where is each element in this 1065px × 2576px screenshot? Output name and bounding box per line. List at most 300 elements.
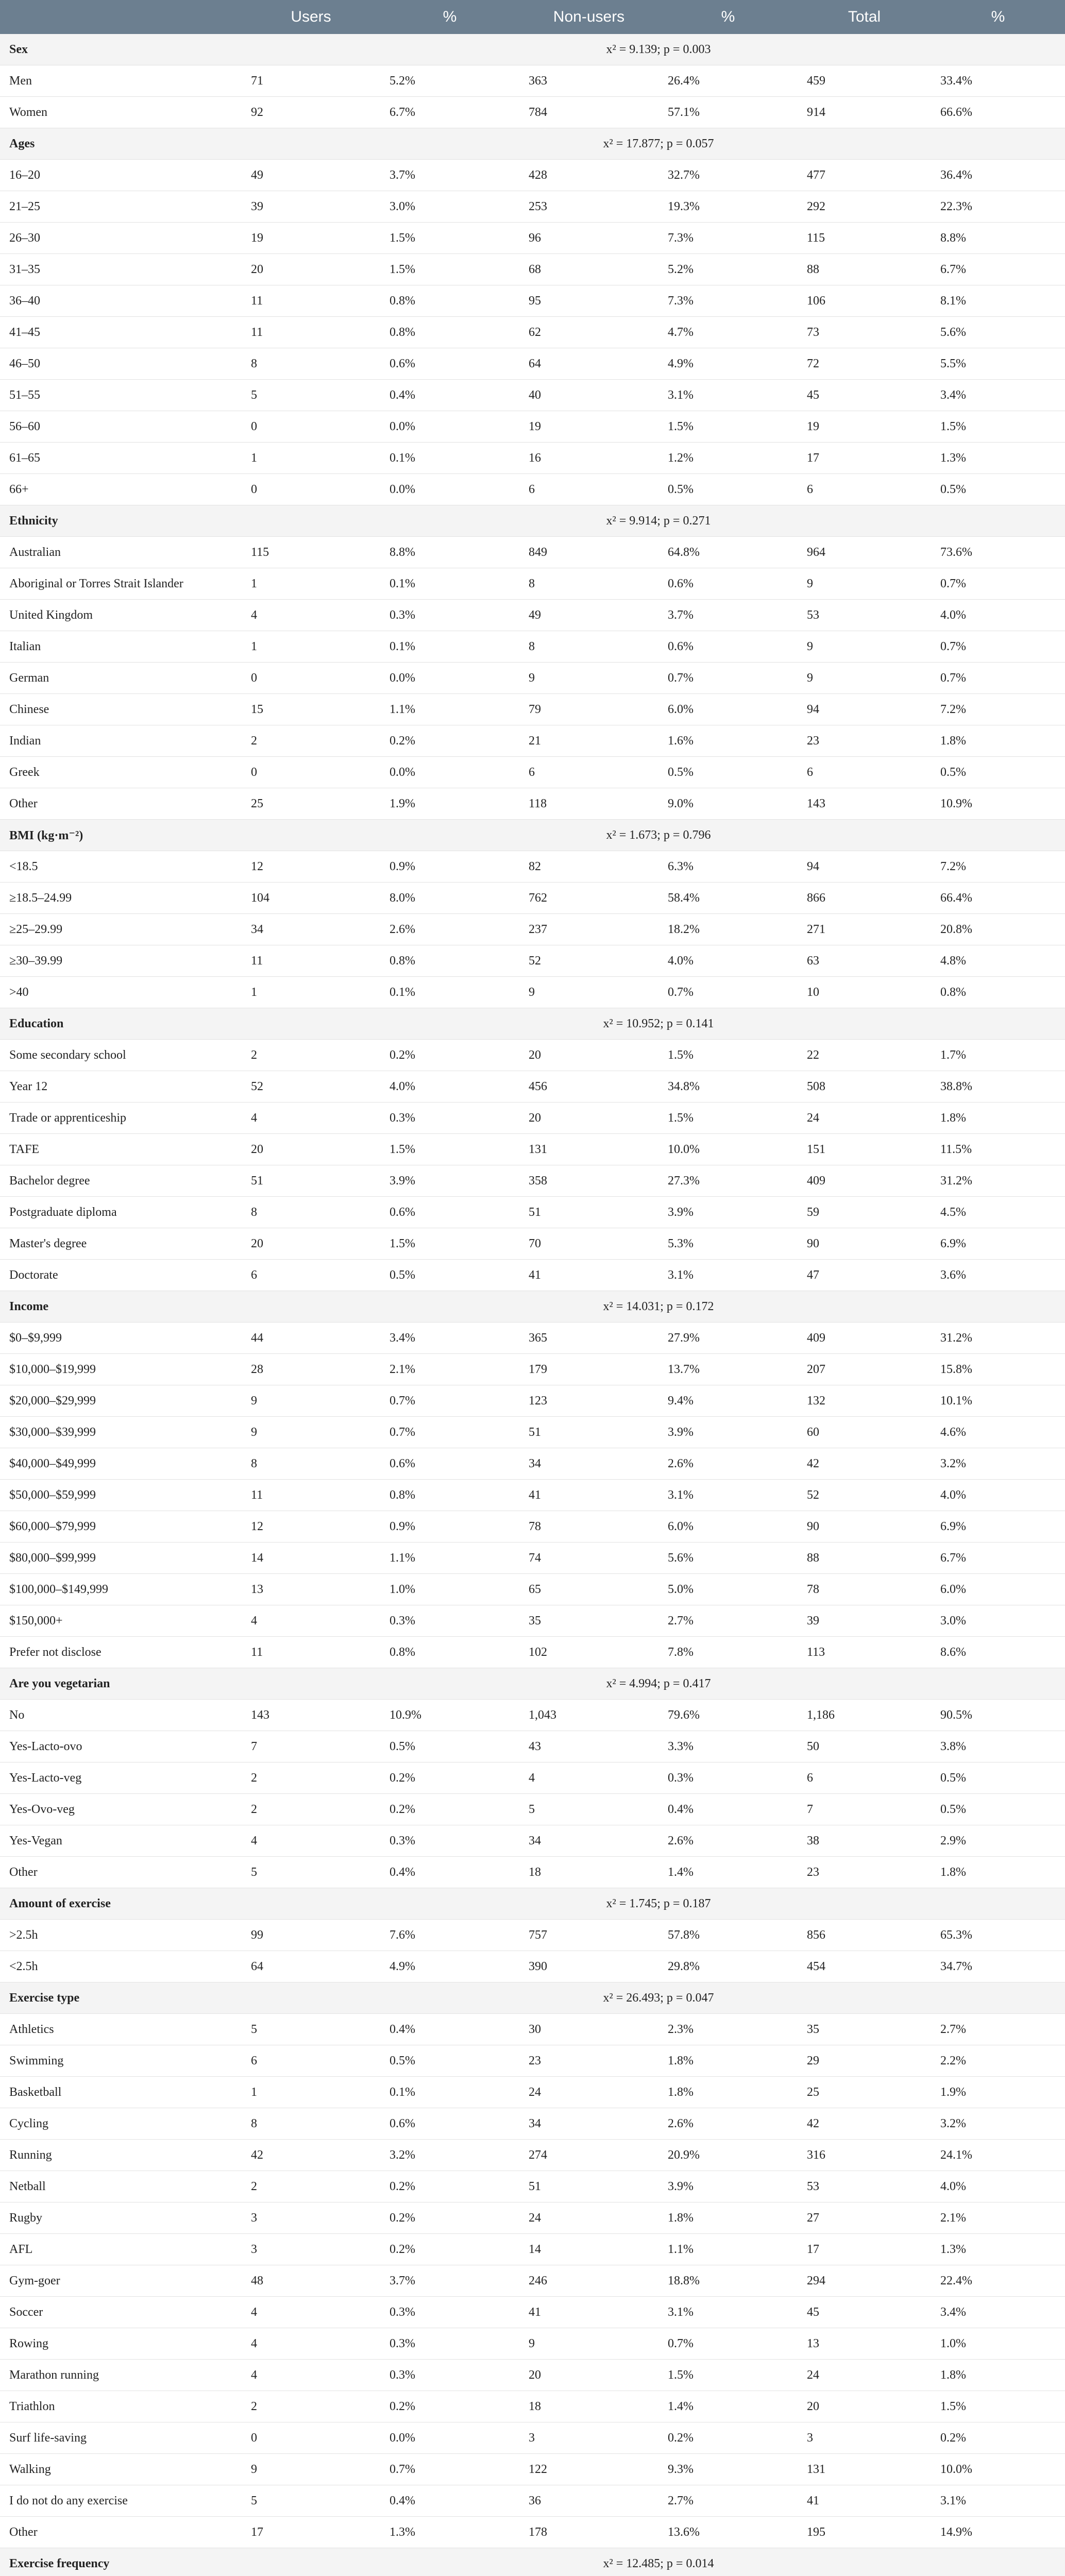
total-count: 131 bbox=[798, 2454, 931, 2485]
header-total: Total bbox=[798, 0, 931, 34]
non-users-count: 358 bbox=[519, 1165, 658, 1197]
non-users-count: 4 bbox=[519, 1762, 658, 1794]
table-row bbox=[0, 2328, 1065, 2360]
total-count: 25 bbox=[798, 2077, 931, 2108]
non-users-pct: 10.0% bbox=[658, 1134, 798, 1165]
non-users-pct: 9.0% bbox=[658, 788, 798, 820]
row-label: Surf life-saving bbox=[0, 2422, 242, 2454]
section-spacer bbox=[798, 1982, 1065, 2014]
non-users-count: 178 bbox=[519, 2517, 658, 2548]
total-pct: 66.4% bbox=[931, 883, 1065, 914]
total-count: 22 bbox=[798, 1040, 931, 1071]
table-row bbox=[0, 65, 1065, 97]
total-pct: 1.7% bbox=[931, 1040, 1065, 1071]
non-users-pct: 4.7% bbox=[658, 317, 798, 348]
non-users-pct: 1.8% bbox=[658, 2045, 798, 2077]
table-row bbox=[0, 1385, 1065, 1417]
row-label: $50,000–$59,999 bbox=[0, 1480, 242, 1511]
non-users-pct: 6.0% bbox=[658, 1511, 798, 1543]
non-users-count: 6 bbox=[519, 757, 658, 788]
total-count: 115 bbox=[798, 223, 931, 254]
total-pct: 8.8% bbox=[931, 223, 1065, 254]
section-title: Ethnicity bbox=[0, 505, 519, 537]
total-count: 24 bbox=[798, 1103, 931, 1134]
total-pct: 0.5% bbox=[931, 1762, 1065, 1794]
section-statistic: x² = 26.493; p = 0.047 bbox=[519, 1982, 798, 2014]
users-count: 92 bbox=[242, 97, 380, 128]
total-count: 3 bbox=[798, 2422, 931, 2454]
users-count: 5 bbox=[242, 1857, 380, 1888]
users-count: 28 bbox=[242, 1354, 380, 1385]
total-pct: 1.8% bbox=[931, 2360, 1065, 2391]
users-pct: 0.4% bbox=[380, 2014, 519, 2045]
row-label: No bbox=[0, 1700, 242, 1731]
users-count: 2 bbox=[242, 1794, 380, 1825]
total-pct: 3.6% bbox=[931, 1260, 1065, 1291]
non-users-pct: 79.6% bbox=[658, 1700, 798, 1731]
total-count: 866 bbox=[798, 883, 931, 914]
row-label: $150,000+ bbox=[0, 1605, 242, 1637]
table-row bbox=[0, 2454, 1065, 2485]
table-row bbox=[0, 631, 1065, 663]
total-count: 38 bbox=[798, 1825, 931, 1857]
table-row bbox=[0, 1040, 1065, 1071]
users-pct: 3.7% bbox=[380, 2265, 519, 2297]
total-count: 52 bbox=[798, 1480, 931, 1511]
table-row bbox=[0, 2265, 1065, 2297]
total-pct: 3.2% bbox=[931, 1448, 1065, 1480]
non-users-count: 118 bbox=[519, 788, 658, 820]
non-users-pct: 1.2% bbox=[658, 443, 798, 474]
total-pct: 3.4% bbox=[931, 2297, 1065, 2328]
row-label: German bbox=[0, 663, 242, 694]
row-label: Gym-goer bbox=[0, 2265, 242, 2297]
section-header-row bbox=[0, 2548, 1065, 2576]
table-row bbox=[0, 97, 1065, 128]
row-label: 16–20 bbox=[0, 160, 242, 191]
total-count: 17 bbox=[798, 2234, 931, 2265]
table-row bbox=[0, 191, 1065, 223]
row-label: Yes-Ovo-veg bbox=[0, 1794, 242, 1825]
users-count: 25 bbox=[242, 788, 380, 820]
table-row bbox=[0, 1574, 1065, 1605]
users-pct: 0.3% bbox=[380, 1825, 519, 1857]
total-count: 53 bbox=[798, 600, 931, 631]
total-count: 53 bbox=[798, 2171, 931, 2202]
users-pct: 0.3% bbox=[380, 2328, 519, 2360]
section-header-row bbox=[0, 1668, 1065, 1700]
header-non-users: Non-users bbox=[519, 0, 658, 34]
users-count: 8 bbox=[242, 348, 380, 380]
row-label: ≥25–29.99 bbox=[0, 914, 242, 945]
non-users-pct: 7.3% bbox=[658, 223, 798, 254]
users-count: 71 bbox=[242, 65, 380, 97]
total-count: 9 bbox=[798, 663, 931, 694]
users-count: 13 bbox=[242, 1574, 380, 1605]
table-row bbox=[0, 317, 1065, 348]
table-row bbox=[0, 2014, 1065, 2045]
table-row bbox=[0, 2360, 1065, 2391]
table-row bbox=[0, 788, 1065, 820]
non-users-count: 96 bbox=[519, 223, 658, 254]
row-label: Australian bbox=[0, 537, 242, 568]
table-row bbox=[0, 694, 1065, 725]
total-pct: 31.2% bbox=[931, 1165, 1065, 1197]
non-users-count: 40 bbox=[519, 380, 658, 411]
row-label: Yes-Vegan bbox=[0, 1825, 242, 1857]
table-row bbox=[0, 2045, 1065, 2077]
users-pct: 0.9% bbox=[380, 851, 519, 883]
total-count: 20 bbox=[798, 2391, 931, 2422]
users-pct: 0.1% bbox=[380, 443, 519, 474]
row-label: >2.5h bbox=[0, 1920, 242, 1951]
non-users-count: 237 bbox=[519, 914, 658, 945]
users-pct: 0.7% bbox=[380, 1385, 519, 1417]
total-count: 72 bbox=[798, 348, 931, 380]
users-count: 8 bbox=[242, 1197, 380, 1228]
non-users-count: 51 bbox=[519, 2171, 658, 2202]
section-header-row bbox=[0, 1008, 1065, 1040]
non-users-pct: 3.1% bbox=[658, 2297, 798, 2328]
non-users-pct: 18.8% bbox=[658, 2265, 798, 2297]
row-label: Basketball bbox=[0, 2077, 242, 2108]
row-label: Yes-Lacto-veg bbox=[0, 1762, 242, 1794]
section-statistic: x² = 1.745; p = 0.187 bbox=[519, 1888, 798, 1920]
users-count: 14 bbox=[242, 1543, 380, 1574]
users-count: 0 bbox=[242, 411, 380, 443]
row-label: Prefer not disclose bbox=[0, 1637, 242, 1668]
total-count: 477 bbox=[798, 160, 931, 191]
row-label: Greek bbox=[0, 757, 242, 788]
non-users-pct: 2.3% bbox=[658, 2014, 798, 2045]
users-count: 39 bbox=[242, 191, 380, 223]
non-users-pct: 0.7% bbox=[658, 977, 798, 1008]
non-users-count: 363 bbox=[519, 65, 658, 97]
total-count: 47 bbox=[798, 1260, 931, 1291]
users-pct: 3.2% bbox=[380, 2140, 519, 2171]
non-users-pct: 3.9% bbox=[658, 1197, 798, 1228]
non-users-pct: 1.4% bbox=[658, 1857, 798, 1888]
users-pct: 0.8% bbox=[380, 285, 519, 317]
table-row bbox=[0, 1323, 1065, 1354]
total-count: 6 bbox=[798, 474, 931, 505]
non-users-pct: 1.5% bbox=[658, 1040, 798, 1071]
section-statistic: x² = 10.952; p = 0.141 bbox=[519, 1008, 798, 1040]
non-users-count: 51 bbox=[519, 1417, 658, 1448]
users-count: 4 bbox=[242, 600, 380, 631]
non-users-pct: 3.7% bbox=[658, 600, 798, 631]
non-users-count: 21 bbox=[519, 725, 658, 757]
row-label: <18.5 bbox=[0, 851, 242, 883]
total-pct: 4.0% bbox=[931, 600, 1065, 631]
total-pct: 20.8% bbox=[931, 914, 1065, 945]
non-users-count: 34 bbox=[519, 1448, 658, 1480]
table-row bbox=[0, 1825, 1065, 1857]
non-users-pct: 6.3% bbox=[658, 851, 798, 883]
users-pct: 2.1% bbox=[380, 1354, 519, 1385]
total-pct: 6.0% bbox=[931, 1574, 1065, 1605]
non-users-pct: 0.5% bbox=[658, 757, 798, 788]
total-count: 41 bbox=[798, 2485, 931, 2517]
row-label: ≥18.5–24.99 bbox=[0, 883, 242, 914]
users-count: 1 bbox=[242, 2077, 380, 2108]
non-users-count: 95 bbox=[519, 285, 658, 317]
users-pct: 5.2% bbox=[380, 65, 519, 97]
total-count: 45 bbox=[798, 380, 931, 411]
total-pct: 4.6% bbox=[931, 1417, 1065, 1448]
row-label: Other bbox=[0, 2517, 242, 2548]
non-users-count: 16 bbox=[519, 443, 658, 474]
non-users-count: 9 bbox=[519, 663, 658, 694]
users-pct: 7.6% bbox=[380, 1920, 519, 1951]
users-count: 6 bbox=[242, 1260, 380, 1291]
total-pct: 0.7% bbox=[931, 663, 1065, 694]
total-count: 42 bbox=[798, 1448, 931, 1480]
non-users-pct: 57.8% bbox=[658, 1920, 798, 1951]
total-count: 409 bbox=[798, 1323, 931, 1354]
table-row bbox=[0, 474, 1065, 505]
section-title: Are you vegetarian bbox=[0, 1668, 519, 1700]
users-count: 0 bbox=[242, 663, 380, 694]
non-users-count: 74 bbox=[519, 1543, 658, 1574]
table-row bbox=[0, 1260, 1065, 1291]
non-users-pct: 5.0% bbox=[658, 1574, 798, 1605]
total-pct: 38.8% bbox=[931, 1071, 1065, 1103]
total-pct: 3.8% bbox=[931, 1731, 1065, 1762]
users-pct: 0.2% bbox=[380, 1794, 519, 1825]
row-label: Italian bbox=[0, 631, 242, 663]
row-label: $0–$9,999 bbox=[0, 1323, 242, 1354]
total-count: 59 bbox=[798, 1197, 931, 1228]
table-row bbox=[0, 285, 1065, 317]
users-count: 11 bbox=[242, 285, 380, 317]
table-row bbox=[0, 914, 1065, 945]
total-count: 409 bbox=[798, 1165, 931, 1197]
section-spacer bbox=[798, 2548, 1065, 2576]
row-label: Swimming bbox=[0, 2045, 242, 2077]
non-users-count: 49 bbox=[519, 600, 658, 631]
table-row bbox=[0, 2422, 1065, 2454]
non-users-count: 784 bbox=[519, 97, 658, 128]
total-pct: 4.0% bbox=[931, 2171, 1065, 2202]
total-pct: 10.1% bbox=[931, 1385, 1065, 1417]
section-spacer bbox=[798, 1008, 1065, 1040]
non-users-pct: 32.7% bbox=[658, 160, 798, 191]
row-label: AFL bbox=[0, 2234, 242, 2265]
users-pct: 0.1% bbox=[380, 568, 519, 600]
users-count: 4 bbox=[242, 2328, 380, 2360]
users-pct: 0.2% bbox=[380, 725, 519, 757]
row-label: Soccer bbox=[0, 2297, 242, 2328]
section-statistic: x² = 17.877; p = 0.057 bbox=[519, 128, 798, 160]
section-spacer bbox=[798, 1291, 1065, 1323]
total-count: 35 bbox=[798, 2014, 931, 2045]
total-pct: 0.5% bbox=[931, 757, 1065, 788]
total-pct: 7.2% bbox=[931, 851, 1065, 883]
users-pct: 0.8% bbox=[380, 945, 519, 977]
users-pct: 10.9% bbox=[380, 1700, 519, 1731]
non-users-pct: 64.8% bbox=[658, 537, 798, 568]
non-users-pct: 2.6% bbox=[658, 1825, 798, 1857]
non-users-count: 41 bbox=[519, 2297, 658, 2328]
non-users-pct: 4.9% bbox=[658, 348, 798, 380]
total-count: 964 bbox=[798, 537, 931, 568]
non-users-pct: 2.7% bbox=[658, 1605, 798, 1637]
total-count: 132 bbox=[798, 1385, 931, 1417]
total-pct: 2.9% bbox=[931, 1825, 1065, 1857]
users-count: 52 bbox=[242, 1071, 380, 1103]
users-pct: 0.8% bbox=[380, 317, 519, 348]
total-count: 9 bbox=[798, 631, 931, 663]
row-label: Other bbox=[0, 1857, 242, 1888]
row-label: Running bbox=[0, 2140, 242, 2171]
non-users-count: 24 bbox=[519, 2077, 658, 2108]
non-users-pct: 29.8% bbox=[658, 1951, 798, 1982]
total-pct: 6.9% bbox=[931, 1511, 1065, 1543]
total-pct: 10.9% bbox=[931, 788, 1065, 820]
table-row bbox=[0, 1857, 1065, 1888]
section-title: Exercise type bbox=[0, 1982, 519, 2014]
row-label: $20,000–$29,999 bbox=[0, 1385, 242, 1417]
section-statistic: x² = 1.673; p = 0.796 bbox=[519, 820, 798, 851]
table-row bbox=[0, 411, 1065, 443]
total-count: 23 bbox=[798, 1857, 931, 1888]
users-count: 5 bbox=[242, 2014, 380, 2045]
users-count: 2 bbox=[242, 1040, 380, 1071]
users-pct: 0.2% bbox=[380, 1762, 519, 1794]
total-count: 42 bbox=[798, 2108, 931, 2140]
row-label: Some secondary school bbox=[0, 1040, 242, 1071]
total-pct: 31.2% bbox=[931, 1323, 1065, 1354]
users-pct: 4.9% bbox=[380, 1951, 519, 1982]
non-users-count: 19 bbox=[519, 411, 658, 443]
section-statistic: x² = 12.485; p = 0.014 bbox=[519, 2548, 798, 2576]
users-pct: 4.0% bbox=[380, 1071, 519, 1103]
users-count: 15 bbox=[242, 694, 380, 725]
users-pct: 6.7% bbox=[380, 97, 519, 128]
header-non-users-pct: % bbox=[658, 0, 798, 34]
table-row bbox=[0, 2077, 1065, 2108]
total-pct: 0.7% bbox=[931, 631, 1065, 663]
users-count: 104 bbox=[242, 883, 380, 914]
non-users-pct: 18.2% bbox=[658, 914, 798, 945]
table-row bbox=[0, 1794, 1065, 1825]
users-pct: 3.0% bbox=[380, 191, 519, 223]
total-count: 78 bbox=[798, 1574, 931, 1605]
table-row bbox=[0, 1134, 1065, 1165]
non-users-count: 1,043 bbox=[519, 1700, 658, 1731]
section-header-row bbox=[0, 128, 1065, 160]
users-pct: 0.8% bbox=[380, 1480, 519, 1511]
users-count: 3 bbox=[242, 2234, 380, 2265]
users-count: 0 bbox=[242, 2422, 380, 2454]
non-users-count: 849 bbox=[519, 537, 658, 568]
total-pct: 0.5% bbox=[931, 1794, 1065, 1825]
users-pct: 1.1% bbox=[380, 694, 519, 725]
row-label: Marathon running bbox=[0, 2360, 242, 2391]
non-users-count: 68 bbox=[519, 254, 658, 285]
users-count: 34 bbox=[242, 914, 380, 945]
table-row bbox=[0, 1103, 1065, 1134]
users-pct: 0.3% bbox=[380, 2297, 519, 2328]
non-users-count: 79 bbox=[519, 694, 658, 725]
total-pct: 8.1% bbox=[931, 285, 1065, 317]
non-users-pct: 0.5% bbox=[658, 474, 798, 505]
total-count: 1,186 bbox=[798, 1700, 931, 1731]
total-count: 459 bbox=[798, 65, 931, 97]
non-users-count: 253 bbox=[519, 191, 658, 223]
non-users-pct: 9.3% bbox=[658, 2454, 798, 2485]
non-users-count: 51 bbox=[519, 1197, 658, 1228]
non-users-pct: 3.1% bbox=[658, 380, 798, 411]
table-row bbox=[0, 1920, 1065, 1951]
users-pct: 0.0% bbox=[380, 474, 519, 505]
total-count: 151 bbox=[798, 1134, 931, 1165]
table-row bbox=[0, 2171, 1065, 2202]
non-users-count: 102 bbox=[519, 1637, 658, 1668]
users-count: 44 bbox=[242, 1323, 380, 1354]
row-label: $100,000–$149,999 bbox=[0, 1574, 242, 1605]
total-pct: 1.0% bbox=[931, 2328, 1065, 2360]
non-users-pct: 3.1% bbox=[658, 1260, 798, 1291]
total-pct: 1.3% bbox=[931, 443, 1065, 474]
users-pct: 0.0% bbox=[380, 2422, 519, 2454]
users-count: 2 bbox=[242, 725, 380, 757]
total-pct: 22.3% bbox=[931, 191, 1065, 223]
total-count: 60 bbox=[798, 1417, 931, 1448]
total-pct: 8.6% bbox=[931, 1637, 1065, 1668]
total-count: 19 bbox=[798, 411, 931, 443]
users-count: 51 bbox=[242, 1165, 380, 1197]
non-users-pct: 0.7% bbox=[658, 663, 798, 694]
section-title: Exercise frequency bbox=[0, 2548, 519, 2576]
users-pct: 0.3% bbox=[380, 2360, 519, 2391]
users-count: 11 bbox=[242, 317, 380, 348]
users-count: 4 bbox=[242, 1825, 380, 1857]
table-row bbox=[0, 1071, 1065, 1103]
header-label bbox=[0, 0, 242, 34]
total-pct: 11.5% bbox=[931, 1134, 1065, 1165]
table-body bbox=[0, 34, 1065, 2576]
non-users-pct: 0.6% bbox=[658, 631, 798, 663]
non-users-pct: 26.4% bbox=[658, 65, 798, 97]
row-label: 21–25 bbox=[0, 191, 242, 223]
non-users-count: 9 bbox=[519, 977, 658, 1008]
row-label: Cycling bbox=[0, 2108, 242, 2140]
table-row bbox=[0, 568, 1065, 600]
total-count: 271 bbox=[798, 914, 931, 945]
non-users-pct: 0.6% bbox=[658, 568, 798, 600]
total-pct: 3.2% bbox=[931, 2108, 1065, 2140]
table-row bbox=[0, 945, 1065, 977]
row-label: 41–45 bbox=[0, 317, 242, 348]
total-count: 6 bbox=[798, 1762, 931, 1794]
total-count: 207 bbox=[798, 1354, 931, 1385]
total-pct: 6.9% bbox=[931, 1228, 1065, 1260]
total-pct: 5.5% bbox=[931, 348, 1065, 380]
total-pct: 1.5% bbox=[931, 2391, 1065, 2422]
non-users-count: 179 bbox=[519, 1354, 658, 1385]
users-pct: 0.4% bbox=[380, 380, 519, 411]
users-count: 115 bbox=[242, 537, 380, 568]
non-users-count: 35 bbox=[519, 1605, 658, 1637]
section-spacer bbox=[798, 1668, 1065, 1700]
users-pct: 0.3% bbox=[380, 1103, 519, 1134]
non-users-pct: 5.3% bbox=[658, 1228, 798, 1260]
non-users-count: 34 bbox=[519, 1825, 658, 1857]
total-count: 7 bbox=[798, 1794, 931, 1825]
users-count: 12 bbox=[242, 851, 380, 883]
